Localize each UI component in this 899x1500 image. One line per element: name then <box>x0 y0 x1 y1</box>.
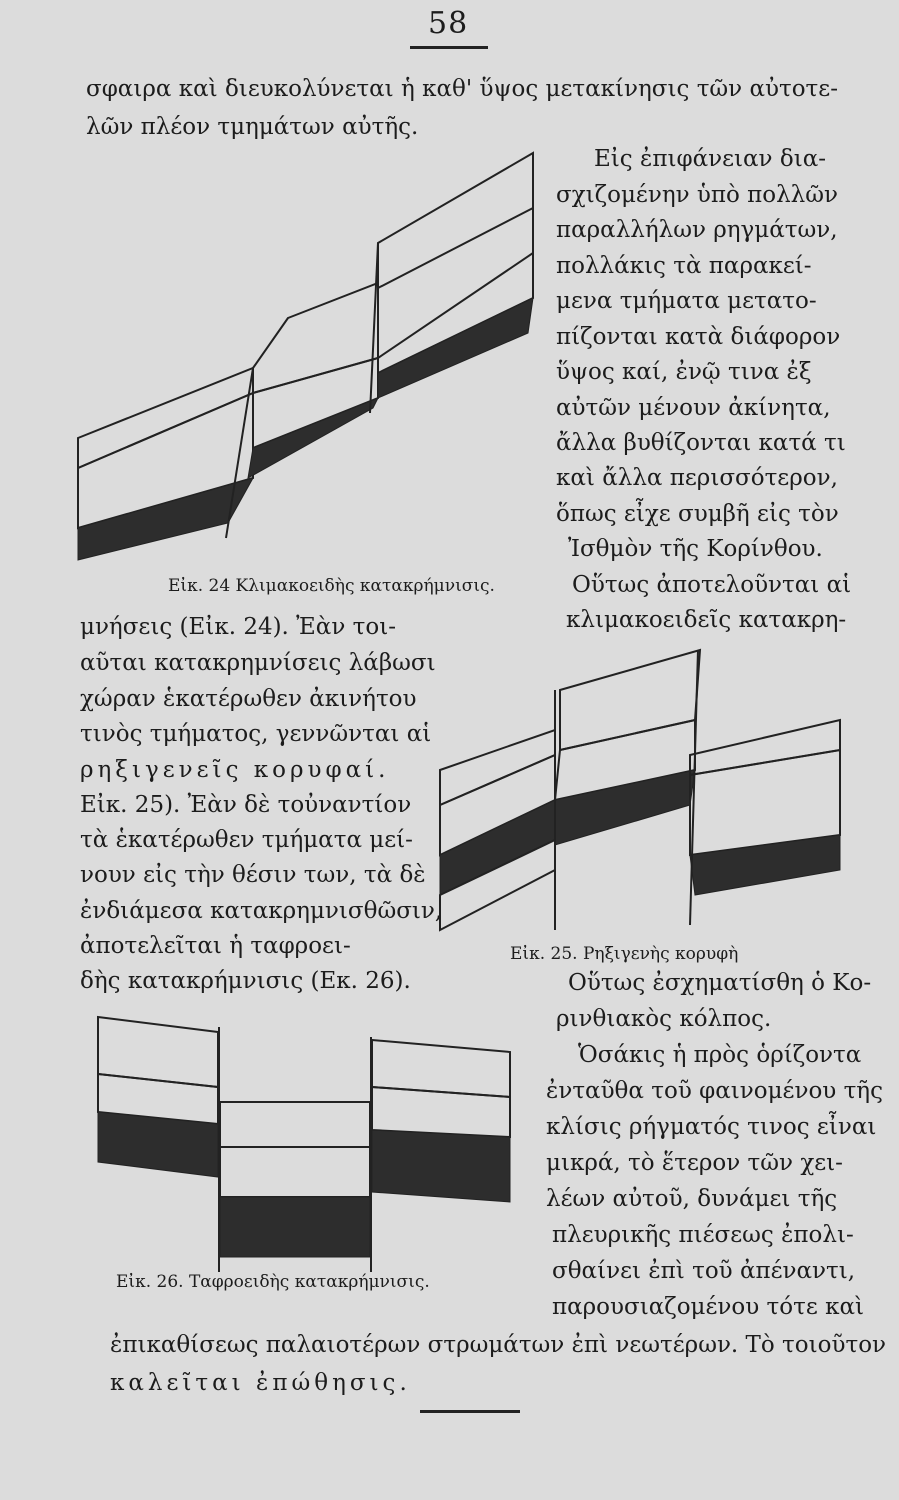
end-rule <box>420 1410 520 1413</box>
text-line: καὶ ἄλλα περισσότερον, <box>556 465 838 491</box>
text-line: ἀποτελεῖται ἡ ταφροει- <box>80 933 351 959</box>
text-line: παραλλήλων ρηγμάτων, <box>556 217 838 243</box>
text-line: ἐνταῦθα τοῦ φαινομένου τῆς <box>546 1078 883 1104</box>
text-line: δὴς κατακρήμνισις (Εκ. 26). <box>80 968 411 994</box>
text-line: μενα τμήματα μετατο- <box>556 288 817 314</box>
text-line: Ἰσθμὸν τῆς Κορίνθου. <box>568 536 823 562</box>
text-line: Ὁσάκις ἡ πρὸς ὁρίζοντα <box>578 1042 862 1068</box>
figure-25-caption: Εἰκ. 25. Ρηξιγενὴς κορυφὴ <box>510 944 739 964</box>
figure-25-horst <box>440 640 860 940</box>
page-number-rule <box>410 46 488 49</box>
text-line: Εἰκ. 25). Ἐὰν δὲ τοὐναντίον <box>80 792 412 818</box>
text-line: λῶν πλέον τμημάτων αὐτῆς. <box>86 114 419 140</box>
text-line: κλίσις ρήγματός τινος εἶναι <box>546 1114 877 1140</box>
text-line: μικρά, τὸ ἕτερον τῶν χει- <box>546 1150 843 1176</box>
text-line: Οὕτως ἀποτελοῦνται αἱ <box>572 572 852 598</box>
text-line: χώραν ἑκατέρωθεν ἀκινήτου <box>80 686 417 712</box>
text-line: ἄλλα βυθίζονται κατά τι <box>556 430 846 456</box>
text-line: πλευρικῆς πιέσεως ἐπολι- <box>552 1222 854 1248</box>
text-line: νουν εἰς τὴν θέσιν των, τὰ δὲ <box>80 862 426 888</box>
text-line: αὐτῶν μένουν ἀκίνητα, <box>556 395 831 421</box>
text-line: σφαιρα καὶ διευκολύνεται ἡ καθ' ὕψος μετακίνησις τῶν αὐτοτε- <box>86 76 838 102</box>
text-line: ὅπως εἶχε συμβῆ εἰς τὸν <box>556 501 839 527</box>
text-line: σχιζομένην ὑπὸ πολλῶν <box>556 182 838 208</box>
text-line: αῦται κατακρημνίσεις λάβωσι <box>80 650 436 676</box>
page-number: 58 <box>428 6 469 41</box>
text-line: ἐνδιάμεσα κατακρημνισθῶσιν, <box>80 898 443 924</box>
text-line: Εἰς ἐπιφάνειαν δια- <box>594 146 827 172</box>
text-line: πίζονται κατὰ διάφορον <box>556 324 841 350</box>
text-line-emphasis: καλεῖται ἐπώθησις. <box>110 1370 411 1396</box>
text-line: παρουσιαζομένου τότε καὶ <box>552 1294 864 1320</box>
text-line: τὰ ἑκατέρωθεν τμήματα μεί- <box>80 827 413 853</box>
text-line: κλιμακοειδεῖς κατακρη- <box>566 607 847 633</box>
figure-26-caption: Εἰκ. 26. Ταφροειδὴς κατακρήμνισις. <box>116 1272 430 1292</box>
text-line: πολλάκις τὰ παρακεί- <box>556 253 812 279</box>
text-line: μνήσεις (Εἰκ. 24). Ἐὰν τοι- <box>80 614 396 640</box>
text-line: Οὕτως ἐσχηματίσθη ὁ Κο- <box>568 970 872 996</box>
text-line: λέων αὐτοῦ, δυνάμει τῆς <box>546 1186 838 1212</box>
text-line: τινὸς τμήματος, γεννῶνται αἱ <box>80 721 432 747</box>
figure-26-graben <box>98 1012 518 1282</box>
figure-24-step-fault <box>78 148 538 568</box>
text-line: σθαίνει ἐπὶ τοῦ ἀπέναντι, <box>552 1258 856 1284</box>
figure-24-caption: Εἰκ. 24 Κλιμακοειδὴς κατακρήμνισις. <box>168 576 495 596</box>
text-line: ἐπικαθίσεως παλαιοτέρων στρωμάτων ἐπὶ νεωτέρων. Τὸ τοιοῦτον <box>110 1332 887 1358</box>
text-line: ρινθιακὸς κόλπος. <box>556 1006 772 1032</box>
text-line: ὕψος καί, ἐνῷ τινα ἐξ <box>556 359 812 385</box>
text-line-emphasis: ρηξιγενεῖς κορυφαί. <box>80 757 390 783</box>
